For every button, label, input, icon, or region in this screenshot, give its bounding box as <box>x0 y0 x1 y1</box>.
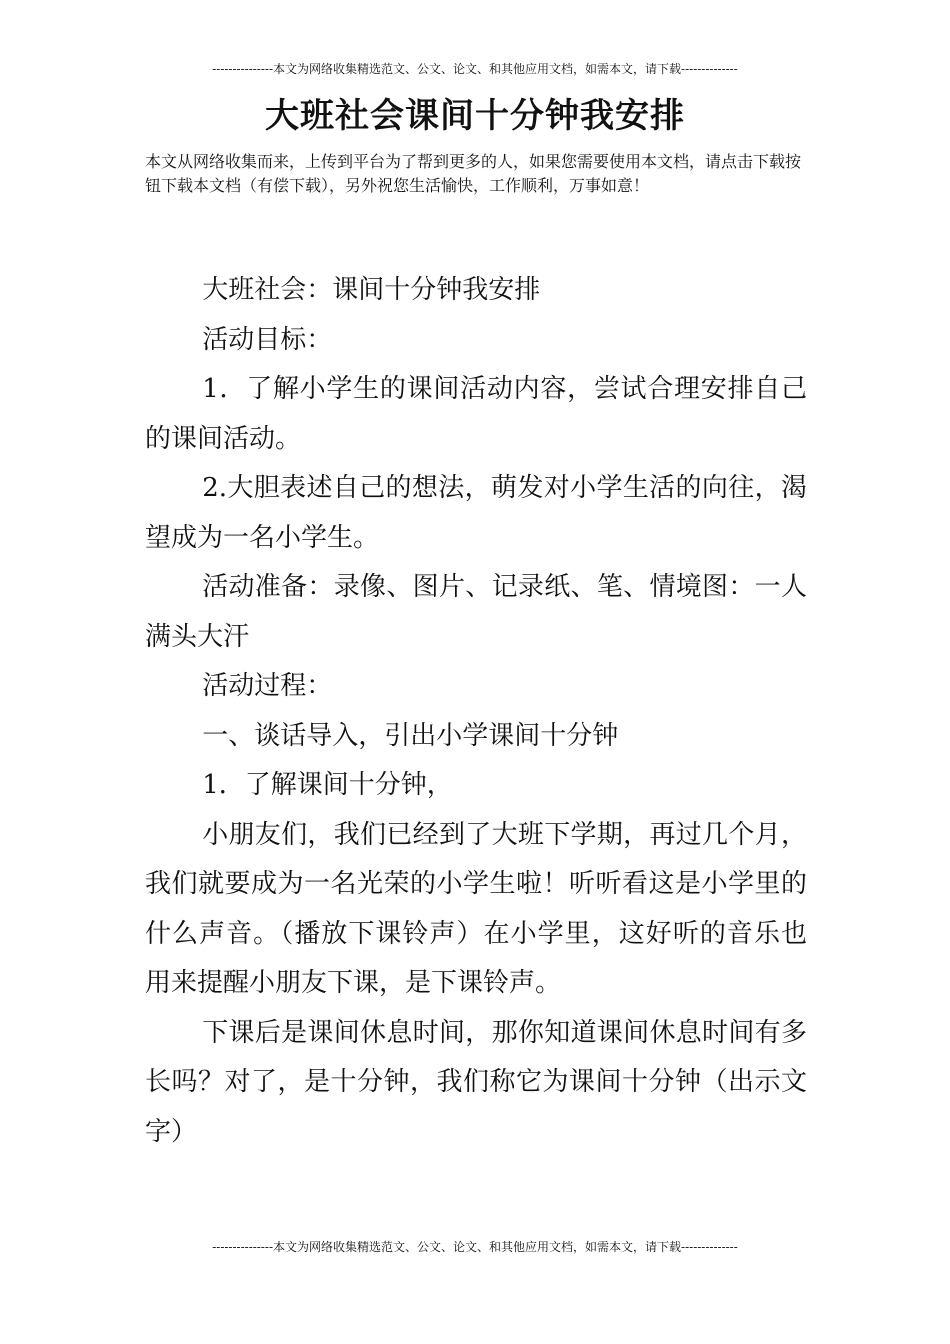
document-body <box>145 266 807 1157</box>
paragraph-narration-1: 小朋友们，我们已经到了大班下学期，再过几个月，我们就要成为一名光荣的小学生啦！听听看这是小学里的什么声音。（播放下课铃声）在小学里，这好听的音乐也用来提醒小朋友下课，是下课铃声。 <box>145 819 807 998</box>
paragraph-narration-2: 下课后是课间休息时间，那你知道课间休息时间有多长吗？对了，是十分钟，我们称它为课间十分钟（出示文字） <box>145 1017 807 1147</box>
paragraph-process-heading: 活动过程： <box>202 671 333 701</box>
paragraph-preparation: 活动准备：录像、图片、记录纸、笔、情境图：一人满头大汗 <box>145 572 807 652</box>
footer-banner: ---------------本文为网络收集精选范文、公文、论文、和其他应用文档，如需本文，请下载-------------- <box>212 1240 738 1254</box>
header-banner: ---------------本文为网络收集精选范文、公文、论文、和其他应用文档，如需本文，请下载-------------- <box>212 62 738 76</box>
paragraph-section-1: 一、谈话导入，引出小学课间十分钟 <box>202 720 619 751</box>
paragraph-goal-2: 2.大胆表述自己的想法，萌发对小学生活的向往，渴望成为一名小学生。 <box>145 473 807 553</box>
paragraph-goal-1: 1．了解小学生的课间活动内容，尝试合理安排自己的课间活动。 <box>145 374 807 454</box>
paragraph-lesson-title: 大班社会：课间十分钟我安排 <box>202 275 541 305</box>
paragraph-step-1: 1．了解课间十分钟， <box>202 770 453 800</box>
paragraph-goals-heading: 活动目标： <box>202 324 333 355</box>
document-title: 大班社会课间十分钟我安排 <box>265 96 685 136</box>
intro-notice: 本文从网络收集而来，上传到平台为了帮到更多的人，如果您需要使用本文档，请点击下载按钮下载本文档（有偿下载），另外祝您生活愉快，工作顺利，万事如意！ <box>145 152 802 195</box>
